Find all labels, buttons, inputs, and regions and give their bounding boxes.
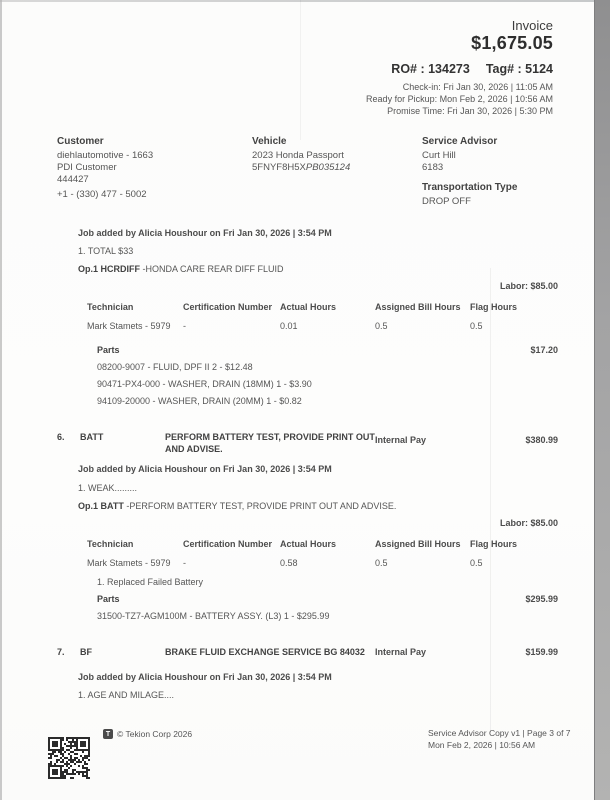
ro-number: RO# : 134273	[391, 62, 470, 76]
transportation-type-value: DROP OFF	[422, 196, 471, 207]
part-line-item: 94109-20000 - WASHER, DRAIN (20MM) 1 - $0.82	[97, 396, 302, 406]
service-advisor-number: 6183	[422, 162, 444, 173]
technician-cell: Mark Stamets - 5979	[87, 321, 171, 331]
job6-number: 6.	[57, 432, 65, 442]
column-header-flag-hours: Flag Hours	[470, 539, 518, 549]
copyright-text: © Tekion Corp 2026	[117, 729, 193, 739]
paper-fold-line	[490, 268, 491, 733]
flag-hours-cell: 0.5	[470, 321, 483, 331]
column-header-certification: Certification Number	[183, 302, 273, 312]
promise-time: Promise Time: Fri Jan 30, 2026 | 5:30 PM	[387, 106, 553, 116]
column-header-assigned-bill-hours: Assigned Bill Hours	[375, 302, 461, 312]
technician-cell: Mark Stamets - 5979	[87, 558, 171, 568]
job7-op-code-label: BF	[80, 647, 92, 657]
tag-number: Tag# : 5124	[485, 62, 553, 76]
job6-op-code: Op.1 BATT	[78, 501, 124, 511]
part-line-item: 31500-TZ7-AGM100M - BATTERY ASSY. (L3) 1 - $295.99	[97, 611, 330, 621]
job7-concern-note: 1. AGE AND MILAGE....	[78, 690, 175, 700]
customer-phone: +1 - (330) 477 - 5002	[57, 189, 147, 200]
job7-added-by: Job added by Alicia Houshour on Fri Jan 30, 2026 | 3:54 PM	[78, 672, 332, 682]
job6-description: PERFORM BATTERY TEST, PROVIDE PRINT OUT AND ADVISE.	[165, 432, 375, 454]
printed-timestamp: Mon Feb 2, 2026 | 10:56 AM	[428, 740, 536, 750]
scan-left-edge	[0, 0, 2, 800]
column-header-actual-hours: Actual Hours	[280, 539, 337, 549]
job5-op-code: Op.1 HCRDIFF	[78, 264, 140, 274]
job5-concern-note: 1. TOTAL $33	[78, 246, 134, 256]
paper-fold-line	[300, 0, 301, 140]
job6-labor-amount: Labor: $85.00	[499, 518, 558, 528]
ready-for-pickup-time: Ready for Pickup: Mon Feb 2, 2026 | 10:56 AM	[366, 94, 553, 104]
invoice-title: Invoice	[511, 18, 553, 33]
job5-op-description: -HONDA CARE REAR DIFF FLUID	[142, 264, 284, 274]
job6-op-line	[78, 501, 396, 511]
job5-labor-amount: Labor: $85.00	[499, 281, 558, 291]
job5-parts-total: $17.20	[530, 345, 558, 355]
tekion-logo-glyph: T	[105, 730, 111, 738]
job7-description: BRAKE FLUID EXCHANGE SERVICE BG 84032	[165, 647, 365, 657]
column-header-technician: Technician	[87, 539, 134, 549]
actual-hours-cell: 0.01	[280, 321, 298, 331]
vehicle-heading: Vehicle	[252, 136, 287, 147]
job5-parts-label: Parts	[97, 345, 120, 355]
job6-concern-note: 1. WEAK.........	[78, 483, 138, 493]
column-header-certification: Certification Number	[183, 539, 273, 549]
vehicle-vin	[252, 162, 350, 173]
invoice-total-amount: $1,675.05	[471, 33, 553, 53]
assigned-bill-hours-cell: 0.5	[375, 321, 388, 331]
column-header-actual-hours: Actual Hours	[280, 302, 337, 312]
column-header-assigned-bill-hours: Assigned Bill Hours	[375, 539, 461, 549]
scan-top-edge	[0, 0, 594, 2]
scanner-background	[594, 0, 610, 800]
vin-suffix: PB035124	[305, 162, 351, 173]
job6-op-code-label: BATT	[80, 432, 104, 442]
column-header-technician: Technician	[87, 302, 134, 312]
job6-work-note: 1. Replaced Failed Battery	[97, 577, 204, 587]
job6-op-description: -PERFORM BATTERY TEST, PROVIDE PRINT OUT AND ADVISE.	[126, 501, 397, 511]
vin-prefix: 5FNYF8H5X	[252, 162, 306, 173]
service-advisor-name: Curt Hill	[422, 150, 456, 161]
service-advisor-heading: Service Advisor	[422, 136, 498, 147]
customer-heading: Customer	[57, 136, 104, 147]
job7-amount: $159.99	[525, 647, 558, 657]
certification-cell: -	[183, 558, 186, 568]
column-header-flag-hours: Flag Hours	[470, 302, 518, 312]
transportation-type-heading: Transportation Type	[422, 182, 518, 193]
part-line-item: 90471-PX4-000 - WASHER, DRAIN (18MM) 1 - $3.90	[97, 379, 312, 389]
job7-pay-type: Internal Pay	[375, 647, 427, 657]
customer-number: 444427	[57, 174, 89, 185]
actual-hours-cell: 0.58	[280, 558, 298, 568]
job5-added-by: Job added by Alicia Houshour on Fri Jan 30, 2026 | 3:54 PM	[78, 228, 332, 238]
ro-tag-line	[391, 62, 553, 76]
checkin-time: Check-in: Fri Jan 30, 2026 | 11:05 AM	[402, 82, 553, 92]
tekion-logo-icon	[103, 729, 113, 739]
job7-number: 7.	[57, 647, 65, 657]
job6-pay-type: Internal Pay	[375, 435, 427, 445]
vehicle-model: 2023 Honda Passport	[252, 150, 344, 161]
job6-parts-total: $295.99	[525, 594, 558, 604]
customer-name: diehlautomotive - 1663	[57, 150, 154, 161]
job6-added-by: Job added by Alicia Houshour on Fri Jan 30, 2026 | 3:54 PM	[78, 464, 332, 474]
copy-page-info: Service Advisor Copy v1 | Page 3 of 7	[428, 728, 571, 738]
qr-code	[48, 737, 90, 779]
job5-op-line	[78, 264, 284, 274]
certification-cell: -	[183, 321, 186, 331]
customer-type: PDI Customer	[57, 162, 117, 173]
flag-hours-cell: 0.5	[470, 558, 483, 568]
part-line-item: 08200-9007 - FLUID, DPF II 2 - $12.48	[97, 362, 253, 372]
assigned-bill-hours-cell: 0.5	[375, 558, 388, 568]
job6-amount: $380.99	[525, 435, 558, 445]
job6-parts-label: Parts	[97, 594, 120, 604]
